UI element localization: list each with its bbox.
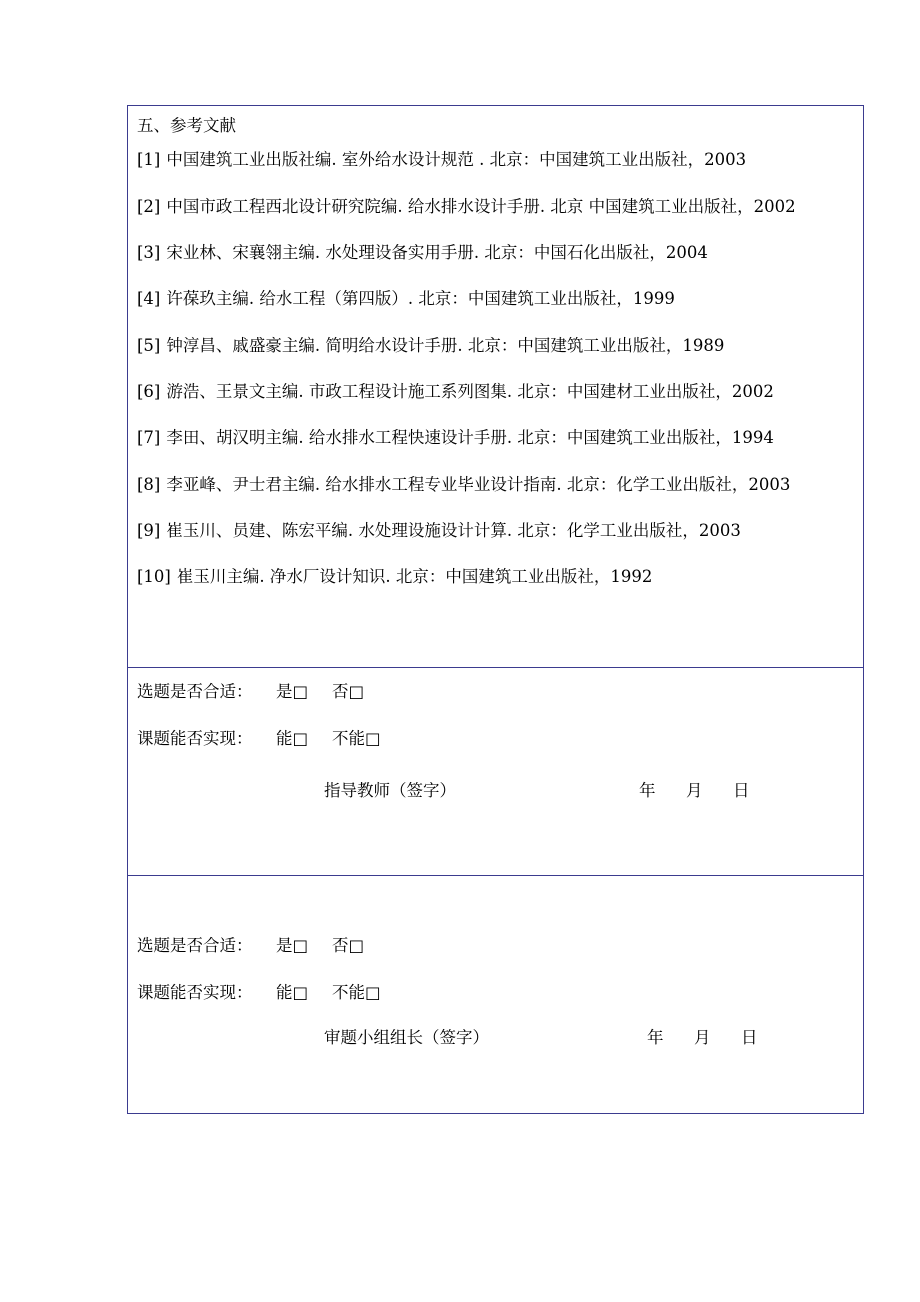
reference-text: 钟淳昌、戚盛豪主编. 简明给水设计手册. 北京：中国建筑工业出版社，1989 <box>166 336 725 355</box>
can-checkbox[interactable]: 能□ <box>276 729 309 748</box>
references-heading: 五、参考文献 <box>137 116 236 135</box>
reference-item <box>137 335 724 357</box>
year-label: 年 <box>639 781 656 800</box>
topic-suitability-row <box>137 935 364 957</box>
day-label: 日 <box>733 781 750 800</box>
year-label: 年 <box>647 1028 664 1047</box>
cannot-checkbox[interactable]: 不能□ <box>332 983 381 1002</box>
topic-suitability-label: 选题是否合适： <box>137 682 253 701</box>
month-label: 月 <box>694 1028 711 1047</box>
topic-feasibility-row <box>137 728 381 750</box>
review-panel-section <box>128 875 863 1113</box>
reference-text: 中国建筑工业出版社编. 室外给水设计规范 . 北京：中国建筑工业出版社，2003 <box>166 150 747 169</box>
cannot-checkbox[interactable]: 不能□ <box>332 729 381 748</box>
reference-item <box>137 474 790 496</box>
day-label: 日 <box>741 1028 758 1047</box>
month-label: 月 <box>686 781 703 800</box>
reference-text: 崔玉川、员建、陈宏平编. 水处理设施设计计算. 北京：化学工业出版社，2003 <box>166 521 741 540</box>
reference-number: [8] <box>137 475 161 494</box>
reference-text: 李亚峰、尹士君主编. 给水排水工程专业毕业设计指南. 北京：化学工业出版社，2003 <box>166 475 791 494</box>
advisor-signature-label: 指导教师（签字） <box>324 781 456 800</box>
reference-number: [4] <box>137 289 161 308</box>
signature-date <box>647 1027 758 1049</box>
topic-feasibility-label: 课题能否实现： <box>137 729 253 748</box>
reference-text: 许葆玖主编. 给水工程（第四版）. 北京：中国建筑工业出版社，1999 <box>166 289 675 308</box>
reference-number: [6] <box>137 382 161 401</box>
reference-number: [3] <box>137 243 161 262</box>
reference-text: 李田、胡汉明主编. 给水排水工程快速设计手册. 北京：中国建筑工业出版社，1994 <box>166 428 774 447</box>
can-checkbox[interactable]: 能□ <box>276 983 309 1002</box>
review-leader-signature-label: 审题小组组长（签字） <box>324 1028 489 1047</box>
reference-number: [2] <box>137 197 161 216</box>
topic-feasibility-row <box>137 982 381 1004</box>
yes-checkbox[interactable]: 是□ <box>276 936 309 955</box>
topic-suitability-label: 选题是否合适： <box>137 936 253 955</box>
reference-item <box>137 242 708 264</box>
yes-checkbox[interactable]: 是□ <box>276 682 309 701</box>
reference-text: 宋业林、宋襄翎主编. 水处理设备实用手册. 北京：中国石化出版社，2004 <box>166 243 708 262</box>
references-section <box>128 106 863 667</box>
reference-number: [5] <box>137 336 161 355</box>
reference-number: [9] <box>137 521 161 540</box>
form-table <box>127 105 864 1114</box>
reference-item <box>137 427 774 449</box>
reference-text: 游浩、王景文主编. 市政工程设计施工系列图集. 北京：中国建材工业出版社，2002 <box>166 382 774 401</box>
reference-item <box>137 520 741 542</box>
no-checkbox[interactable]: 否□ <box>332 936 365 955</box>
topic-feasibility-label: 课题能否实现： <box>137 983 253 1002</box>
reference-number: [10] <box>137 567 171 586</box>
reference-number: [1] <box>137 150 161 169</box>
reference-text: 崔玉川主编. 净水厂设计知识. 北京：中国建筑工业出版社，1992 <box>176 567 653 586</box>
reference-item <box>137 381 774 403</box>
reference-text: 中国市政工程西北设计研究院编. 给水排水设计手册. 北京 中国建筑工业出版社，2002 <box>166 197 796 216</box>
advisor-opinion-section <box>128 667 863 875</box>
reference-item <box>137 196 796 218</box>
topic-suitability-row <box>137 681 364 703</box>
no-checkbox[interactable]: 否□ <box>332 682 365 701</box>
reference-item <box>137 566 652 588</box>
signature-date <box>639 780 750 802</box>
reference-item <box>137 288 675 310</box>
reference-item <box>137 149 746 171</box>
reference-number: [7] <box>137 428 161 447</box>
